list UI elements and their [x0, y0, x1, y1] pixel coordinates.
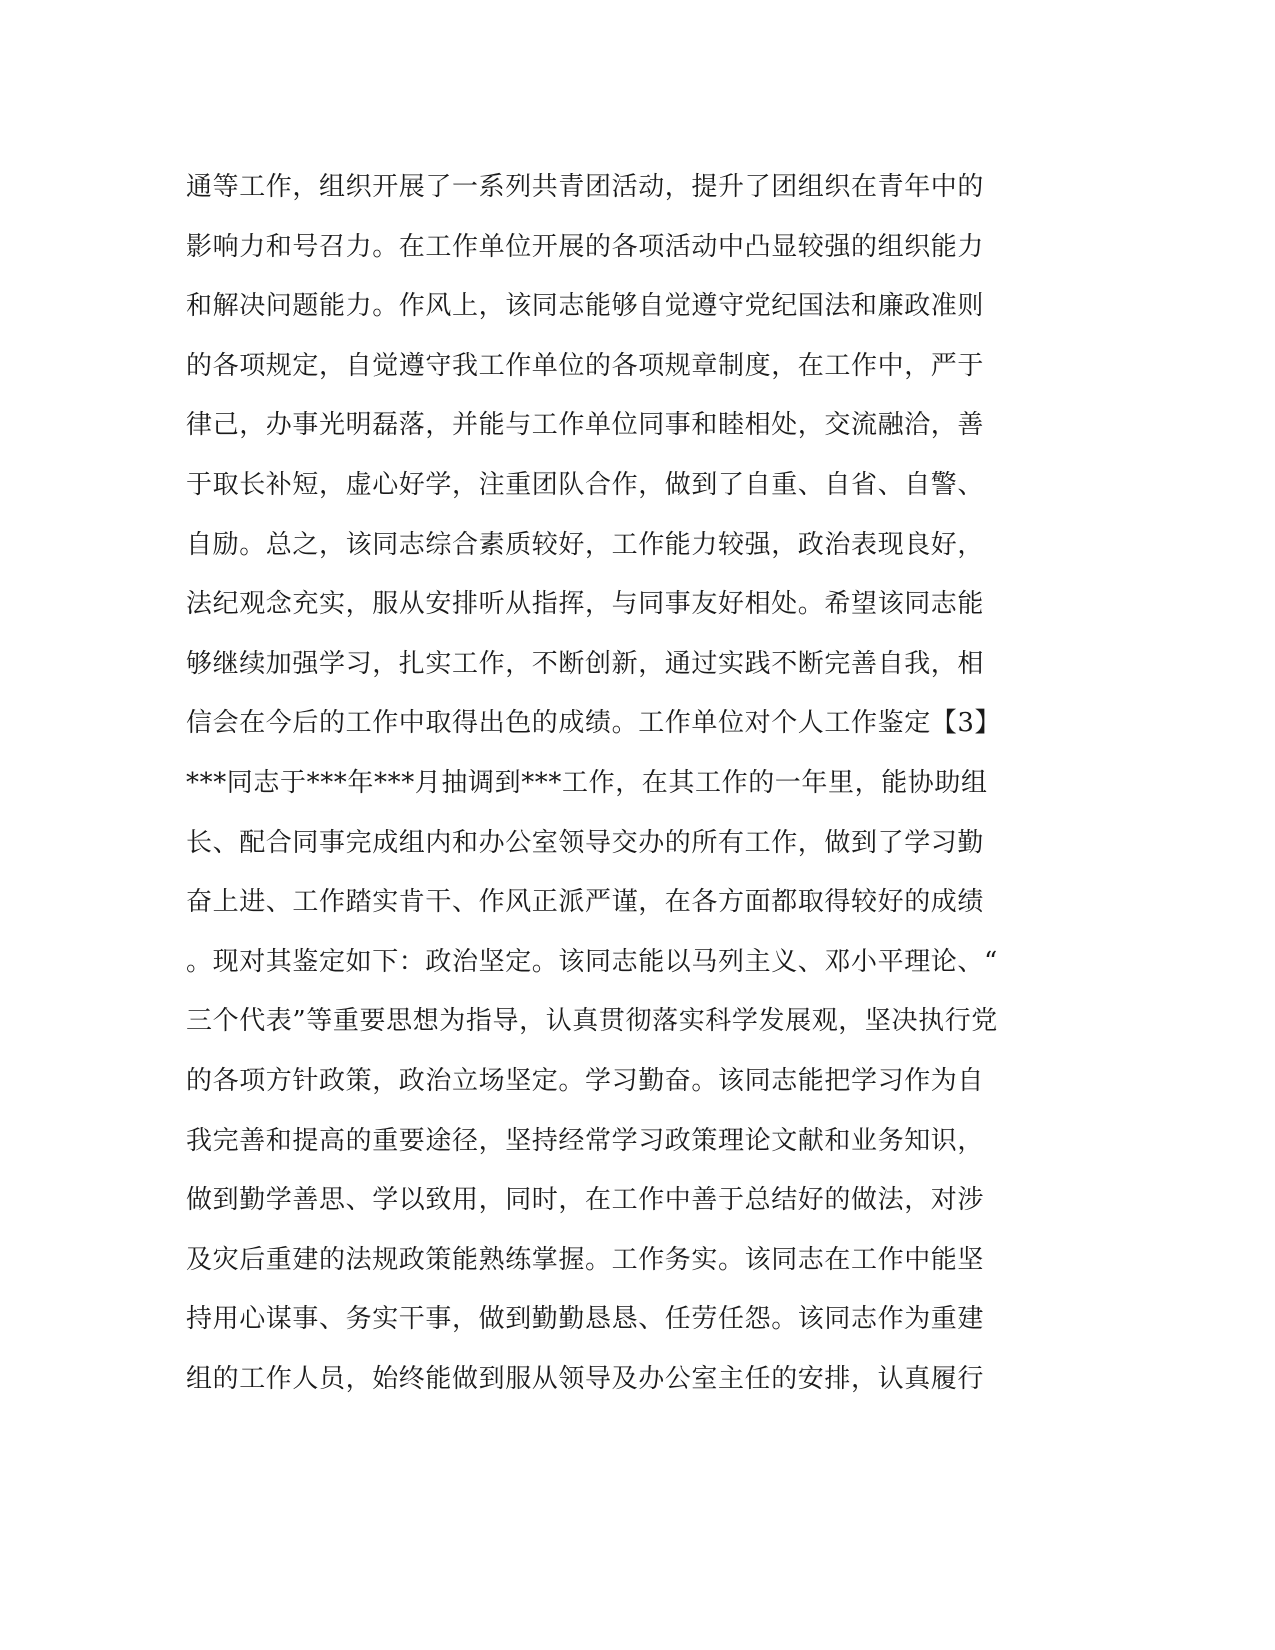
text-line: 三个代表”等重要思想为指导，认真贯彻落实科学发展观，坚决执行党: [186, 1006, 998, 1037]
text-line: 信会在今后的工作中取得出色的成绩。工作单位对个人工作鉴定【3】: [186, 708, 1002, 739]
text-line: 。现对其鉴定如下：政治坚定。该同志能以马列主义、邓小平理论、“: [186, 946, 998, 977]
text-line: 及灾后重建的法规政策能熟练掌握。工作务实。该同志在工作中能坚: [186, 1244, 985, 1275]
text-line: 于取长补短，虚心好学，注重团队合作，做到了自重、自省、自警、: [186, 469, 985, 500]
text-line: 自励。总之，该同志综合素质较好，工作能力较强，政治表现良好，: [186, 529, 985, 560]
text-line: 做到勤学善思、学以致用，同时，在工作中善于总结好的做法，对涉: [186, 1185, 985, 1216]
text-line: 长、配合同事完成组内和办公室领导交办的所有工作，做到了学习勤: [186, 827, 985, 858]
text-line: 的各项方针政策，政治立场坚定。学习勤奋。该同志能把学习作为自: [186, 1065, 985, 1096]
text-line: 组的工作人员，始终能做到服从领导及办公室主任的安排，认真履行: [186, 1363, 985, 1394]
text-line: 我完善和提高的重要途径，坚持经常学习政策理论文献和业务知识，: [186, 1125, 985, 1156]
text-line: 持用心谋事、务实干事，做到勤勤恳恳、任劳任怨。该同志作为重建: [186, 1304, 985, 1335]
text-line: 法纪观念充实，服从安排听从指挥，与同事友好相处。希望该同志能: [186, 589, 985, 620]
text-line: ***同志于***年***月抽调到***工作，在其工作的一年里，能协助组: [186, 767, 988, 798]
text-line: 通等工作，组织开展了一系列共青团活动，提升了团组织在青年中的: [186, 172, 985, 202]
text-line: 影响力和号召力。在工作单位开展的各项活动中凸显较强的组织能力: [186, 231, 985, 262]
body-text: [186, 158, 1086, 1409]
text-line: 和解决问题能力。作风上，该同志能够自觉遵守党纪国法和廉政准则: [186, 291, 985, 322]
text-line: 的各项规定，自觉遵守我工作单位的各项规章制度，在工作中，严于: [186, 350, 985, 381]
text-line: 律己，办事光明磊落，并能与工作单位同事和睦相处，交流融洽，善: [186, 410, 985, 441]
text-line: 奋上进、工作踏实肯干、作风正派严谨，在各方面都取得较好的成绩: [186, 887, 985, 918]
text-line: 够继续加强学习，扎实工作，不断创新，通过实践不断完善自我，相: [186, 648, 985, 679]
